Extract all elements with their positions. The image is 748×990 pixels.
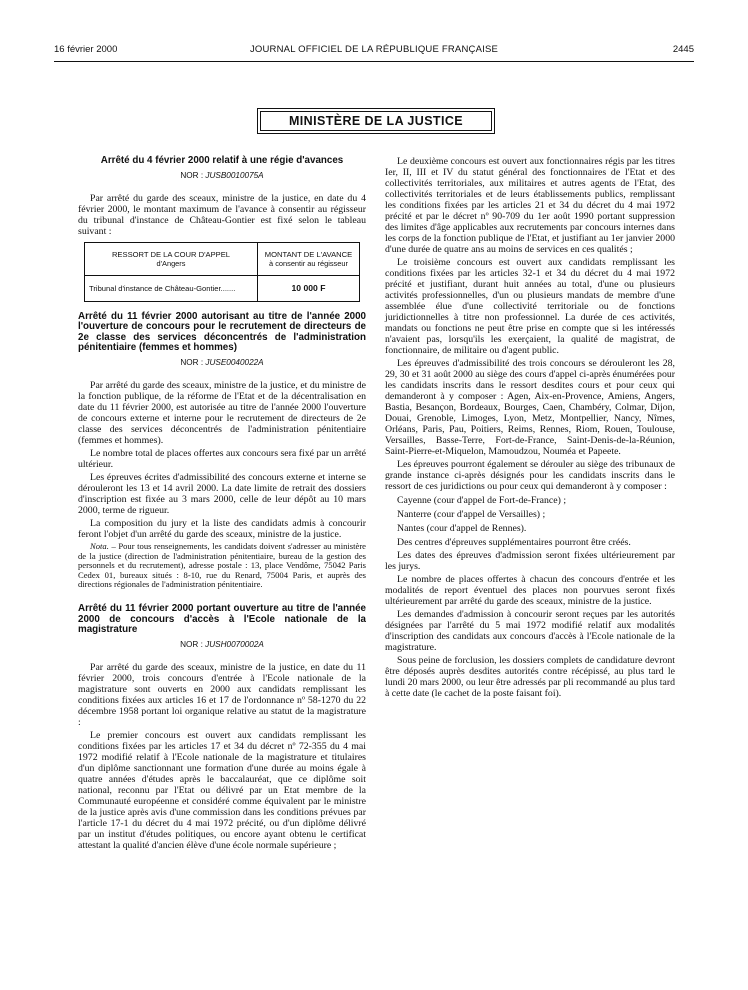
nor-code: JUSB0010075A [205,170,264,180]
journal-title: JOURNAL OFFICIEL DE LA RÉPUBLIQUE FRANÇAISE [249,44,499,55]
article-paragraph: Sous peine de forclusion, les dossiers complets de candidature devront être déposés auprès desdites autorités contre récépissé, au plus tard le lundi 20 mars 2000, ou leur être adressés par pli recommandé au plus tard à cette date (le cachet de la poste faisant foi). [385,655,675,699]
article-paragraph: Le nombre total de places offertes aux concours sera fixé par un arrêté ultérieur. [78,447,366,470]
header-rule [54,61,694,62]
nota-label: Nota. [90,540,109,551]
left-column [78,156,366,853]
page-number: 2445 [672,44,694,55]
article-title: Arrêté du 11 février 2000 portant ouverture au titre de l'année 2000 de concours d'accès à l'Ecole nationale de la magistrature [78,602,366,636]
article-paragraph: La composition du jury et la liste des candidats admis à concourir feront l'objet d'un arrêté du garde des sceaux, ministre de la justice. [78,517,366,540]
nota-text: – Pour tous renseignements, les candidats doivent s'adresser au ministère de la justice (direction de l'administration pénitentiaire, bureau de la gestion des personnels et du recrutement), adresse postale : 13, place Vendôme, 75042 Paris Cedex 01, bureaux situés : 8-10, rue du Renard, 75004 Paris, et auprès des directions régionales de l'administration pénitentiaire. [78,540,366,590]
article-paragraph: Les épreuves pourront également se dérouler au siège des tribunaux de grande instance ci-après désignés pour les candidats inscrits dans le ressort de ces juridictions ou pour ceux qui demanderont à y composer : [385,459,675,492]
article-paragraph: Le deuxième concours est ouvert aux fonctionnaires régis par les titres Ier, II, III et IV du statut général des fonctionnaires de l'Etat et des collectivités territoriales, aux militaires et autres agents de l'Etat, des collectivités territoriales et de leurs établissements publics, remplissant les conditions fixées par les articles 21 et 34 du décret du 4 mai 1972 précité et par le décret nº 90-709 du 1er août 1990 portant suppression des limites d'âge applicables aux recrutements par concours internes dans les corps de la fonction publique de l'Etat, et justifiant au 1er janvier 2000 d'une durée de quatre ans au moins de services en ces qualités ; [385,156,675,255]
table-header-cell [85,242,258,275]
article-paragraph: Par arrêté du garde des sceaux, ministre de la justice, et du ministre de la fonction publique, de la réforme de l'Etat et de la décentralisation en date du 11 février 2000, est autorisée au titre de l'année 2000 l'ouverture de concours externe et interne pour le recrutement de directeurs de 2e classe des services déconcentrés de l'administration pénitentiaire (femmes et hommes). [78,379,366,446]
spacer [78,590,366,604]
article-title: Arrêté du 4 février 2000 relatif à une régie d'avances [100,155,344,166]
nor-reference [78,639,366,650]
article-paragraph: Les épreuves écrites d'admissibilité des concours externe et interne se dérouleront les 13 et 14 avril 2000. La date limite de retrait des dossiers d'inscription est fixée au 3 mars 2000, celle de leur dépôt au 10 mars 2000, terme de rigueur. [78,471,366,516]
ministry-heading-box [257,108,495,134]
nor-label: NOR : [180,170,204,180]
table-cell: Tribunal d'instance de Château-Gontier....... [85,275,258,301]
right-column [385,156,675,701]
article-title: Arrêté du 11 février 2000 autorisant au titre de l'année 2000 l'ouverture de concours pour le recrutement de directeurs de 2e classe des services déconcentrés de l'administration pénitentiaire (femmes et hommes) [78,310,366,354]
table-header-cell [258,242,360,275]
article-paragraph: Les dates des épreuves d'admission seront fixées ultérieurement par les jurys. [385,550,675,572]
table-header-text: RESSORT DE LA COUR D'APPEL [111,249,231,259]
ministry-heading: MINISTÈRE DE LA JUSTICE [260,111,492,131]
running-header [54,44,694,58]
list-item: Cayenne (cour d'appel de Fort-de-France) ; [397,495,567,506]
table-header-text: MONTANT DE L'AVANCE [264,249,353,259]
issue-date: 16 février 2000 [54,44,118,55]
article-paragraph: Par arrêté du garde des sceaux, ministre de la justice, en date du 4 février 2000, le montant maximum de l'avance à consentir au régisseur du tribunal d'instance de Château-Gontier est fixé selon le tableau suivant : [78,192,366,237]
nor-label: NOR : [180,357,204,367]
nor-code: JUSE0040022A [205,357,264,367]
advance-table [84,242,360,302]
list-item: Nanterre (cour d'appel de Versailles) ; [397,509,546,520]
table-header-subtext: à consentir au régisseur [269,258,348,268]
nor-reference [78,170,366,181]
article-paragraph: Les épreuves d'admissibilité des trois concours se dérouleront les 28, 29, 30 et 31 août 2000 au siège des cours d'appel ci-après énumérées pour les candidats inscrits dans le ressort desdites cours et pour ceux qui demanderont à y composer : Agen, Aix-en-Provence, Amiens, Angers, Bastia, Besançon, Bordeaux, Bourges, Caen, Chambéry, Colmar, Dijon, Douai, Grenoble, Limoges, Lyon, Metz, Montpellier, Nancy, Nîmes, Orléans, Paris, Pau, Poitiers, Reims, Rennes, Riom, Rouen, Toulouse, Versailles, Basse-Terre, Fort-de-France, Saint-Denis-de-la-Réunion, Saint-Pierre-et-Miquelon, Mamoudzou, Nouméa et Papeete. [385,358,675,457]
list-item: Nantes (cour d'appel de Rennes). [397,523,527,534]
nor-reference [78,357,366,368]
table-cell-amount: 10 000 F [258,275,360,301]
article-paragraph: Le premier concours est ouvert aux candidats remplissant les conditions fixées par les articles 17 et 34 du décret nº 72-355 du 4 mai 1972 modifié relatif à l'Ecole nationale de la magistrature et titulaires d'un diplôme sanctionnant une formation d'une durée au moins égale à quatre années d'études après le baccalauréat, que ce diplôme soit national, reconnu par l'Etat ou délivré par un Etat membre de la Communauté européenne et considéré comme équivalent par le ministre de la justice après avis d'une commission dans les conditions prévues par l'article 17-1 du décret du 4 mai 1972 précité, ou d'un diplôme délivré par un institut d'études politiques, ou encore ayant obtenu le certificat attestant la qualité d'ancien élève d'une école normale supérieure ; [78,729,366,851]
article-paragraph: Des centres d'épreuves supplémentaires pourront être créés. [397,537,631,548]
article-paragraph: Les demandes d'admission à concourir seront reçues par les autorités désignées par l'arrêté du 5 mai 1972 modifié relatif aux modalités d'inscription des candidats aux concours d'accès à l'Ecole nationale de la magistrature. [385,609,675,653]
article-paragraph: Le nombre de places offertes à chacun des concours d'entrée et les modalités de report éventuel des places non pourvues seront fixés ultérieurement par arrêté du garde des sceaux, ministre de la justice. [385,574,675,607]
nota-note [78,542,366,590]
nor-code: JUSH0070002A [205,639,264,649]
table-header-subtext: d'Angers [156,258,186,268]
nor-label: NOR : [180,639,203,649]
article-paragraph: Le troisième concours est ouvert aux candidats remplissant les conditions fixées par les articles 32-1 et 34 du décret du 4 mai 1972 précité et justifiant, durant huit années au total, d'une ou plusieurs activités professionnelles, d'un ou plusieurs mandats de membre d'une assemblée élue d'une collectivité territoriale ou de fonctions juridictionnelles à titre non professionnel. La durée de ces activités, mandats ou fonctions ne peut être prise en compte que si les intéressés n'avaient pas, lorsqu'ils les exerçaient, la qualité de magistrat, de fonctionnaire, de militaire ou d'agent public. [385,257,675,356]
article-paragraph: Par arrêté du garde des sceaux, ministre de la justice, en date du 11 février 2000, trois concours d'entrée à l'Ecole nationale de la magistrature sont ouverts en 2000 aux candidats remplissant les conditions fixées aux articles 16 et 17 de l'ordonnance nº 58-1270 du 22 décembre 1958 portant loi organique relative au statut de la magistrature : [78,661,366,728]
